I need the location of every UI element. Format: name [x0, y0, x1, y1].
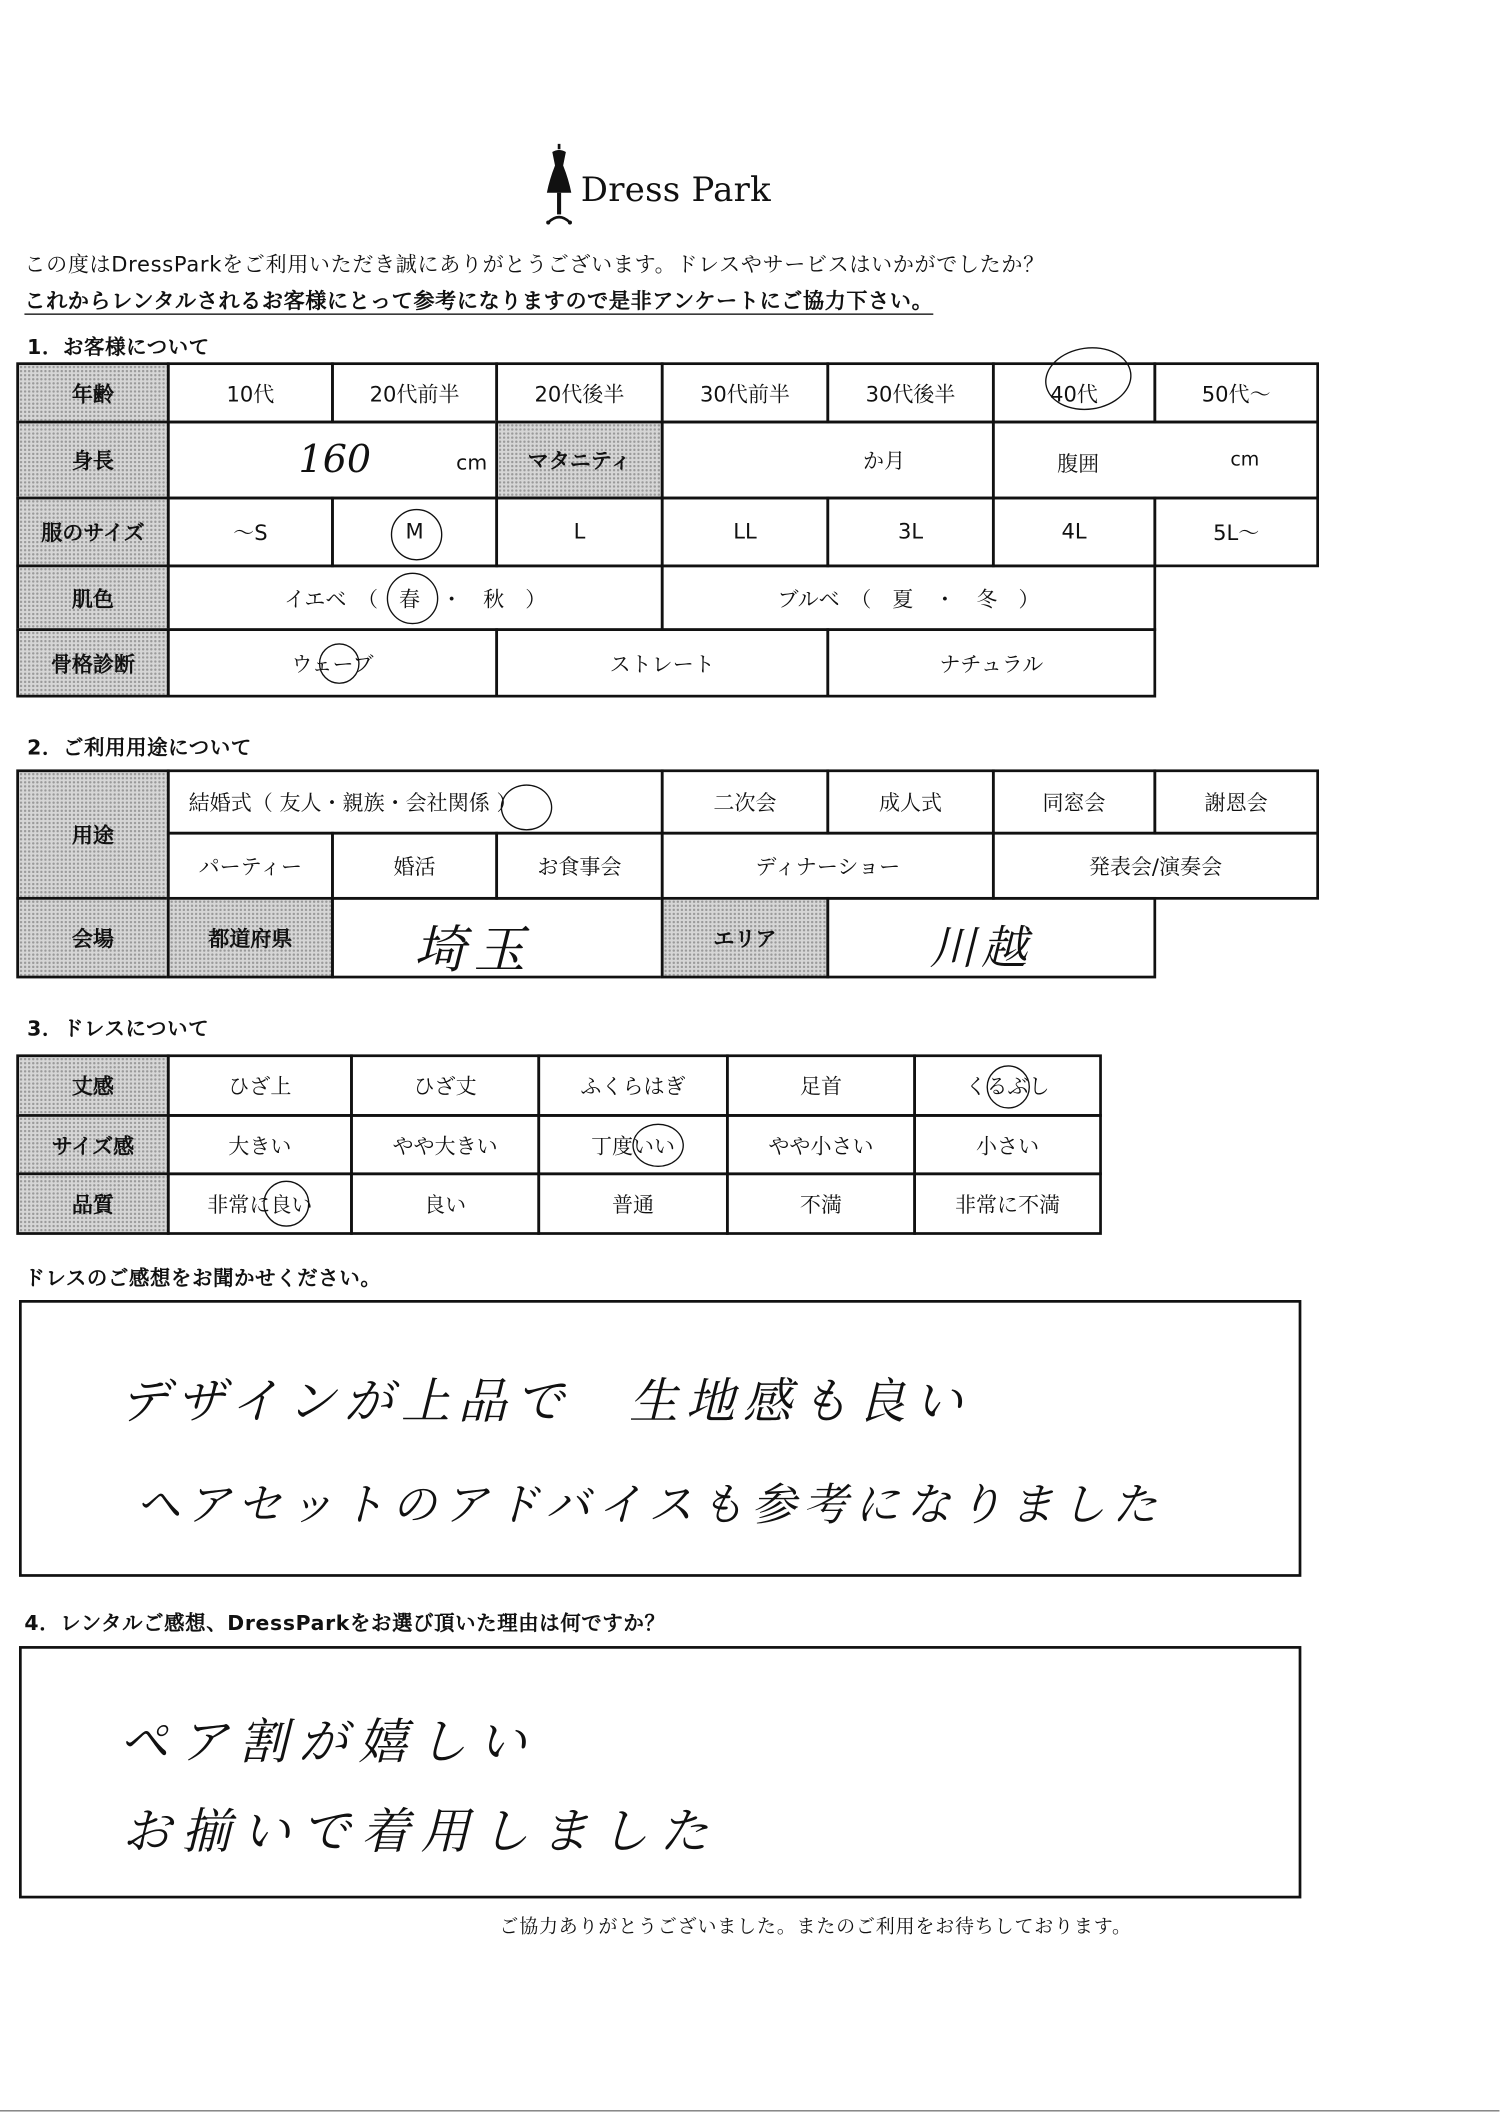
impressions-box[interactable] [19, 1300, 1301, 1577]
closing-message: ご協力ありがとうございました。またのご利用をお待ちしております。 [499, 1916, 1132, 1938]
selection-circle [391, 509, 443, 561]
prefecture-handwritten-value: 埼玉 [413, 920, 534, 980]
quality-option[interactable]: 非常に不満 [913, 1172, 1102, 1234]
reason-handwritten-line-2: お揃いで着用しました [122, 1804, 720, 1861]
intro-line-1: この度はDressParkをご利用いただき誠にありがとうございます。ドレスやサービスはいかがでしたか？ [24, 252, 1045, 277]
fit-option[interactable]: やや小さい [726, 1114, 916, 1175]
purpose-option[interactable]: ディナーショー [661, 832, 995, 900]
section3-title: 3．ドレスについて [27, 1016, 210, 1041]
size-option[interactable]: 4L [992, 497, 1156, 568]
quality-option[interactable]: 普通 [537, 1172, 728, 1234]
length-option[interactable]: ひざ上 [167, 1054, 353, 1116]
fit-option[interactable]: やや大きい [350, 1114, 540, 1175]
height-label: 身長 [16, 421, 169, 500]
maternity-field[interactable] [661, 421, 995, 500]
scan-edge-line [0, 2110, 1499, 2111]
waist-unit: cm [1230, 449, 1260, 471]
impressions-handwritten-line-2: ヘアセットのアドバイスも参考になりました [135, 1477, 1164, 1531]
purpose-option[interactable]: 婚活 [331, 832, 498, 900]
size-option[interactable]: 3L [826, 497, 994, 568]
section4-title: 4．レンタルご感想、DressParkをお選び頂いた理由は何ですか？ [24, 1610, 666, 1636]
quality-option[interactable]: 不満 [726, 1172, 916, 1234]
selection-circle [501, 784, 553, 830]
waist-field[interactable] [992, 421, 1319, 500]
fit-option[interactable]: 小さい [913, 1114, 1102, 1175]
size-option-selected[interactable]: M [331, 497, 498, 568]
frame-label: 骨格診断 [16, 628, 169, 697]
selection-circle [263, 1181, 309, 1227]
age-option[interactable]: 20代後半 [495, 362, 663, 423]
length-option[interactable]: 足首 [726, 1054, 916, 1116]
impressions-handwritten-line-1: デザインが上品で 生地感も良い [119, 1374, 971, 1431]
area-handwritten-value: 川越 [929, 921, 1033, 976]
length-label: 丈感 [16, 1054, 169, 1116]
purpose-option[interactable]: 二次会 [661, 769, 829, 834]
size-option[interactable]: L [495, 497, 663, 568]
dresspark-logo [540, 141, 771, 228]
maternity-unit: か月 [863, 449, 906, 474]
quality-option-selected[interactable]: 非常に良い [167, 1172, 353, 1234]
fit-option-selected[interactable]: 丁度いい [537, 1114, 728, 1175]
area-label: エリア [661, 897, 829, 978]
purpose-option[interactable]: 成人式 [826, 769, 994, 834]
blue-base-option[interactable]: ブルベ （ 夏 ・ 冬 ） [661, 565, 1156, 631]
age-option[interactable]: 20代前半 [331, 362, 498, 423]
waist-label: 腹囲 [1057, 451, 1100, 477]
selection-circle [987, 1065, 1030, 1108]
age-option[interactable]: 30代後半 [826, 362, 994, 423]
maternity-label: マタニティ [495, 421, 663, 500]
dress-form-icon [540, 141, 578, 228]
fit-option[interactable]: 大きい [167, 1114, 353, 1175]
height-handwritten-value: 160 [298, 436, 372, 482]
section1-title: 1．お客様について [27, 335, 210, 360]
brand-name: Dress Park [580, 169, 771, 209]
section2-title: 2．ご利用用途について [27, 735, 252, 760]
frame-option[interactable]: ストレート [495, 628, 829, 697]
age-option-selected[interactable]: 40代 [992, 362, 1156, 423]
selection-circle [319, 643, 360, 684]
size-option[interactable]: 〜S [167, 497, 334, 568]
quality-option[interactable]: 良い [350, 1172, 540, 1234]
age-label: 年齢 [16, 362, 169, 423]
age-option[interactable]: 50代〜 [1153, 362, 1319, 423]
height-unit: cm [456, 450, 488, 475]
wedding-option[interactable]: 結婚式（ 友人・親族・会社関係 ） [167, 769, 664, 834]
reason-handwritten-line-1: ペア割が嬉しい [119, 1715, 538, 1771]
intro-line-2: これからレンタルされるお客様にとって参考になりますので是非アンケートにご協力下さい。 [24, 289, 934, 314]
size-option[interactable]: 5L〜 [1153, 497, 1319, 568]
size-option[interactable]: LL [661, 497, 829, 568]
length-option[interactable]: ふくらはぎ [537, 1054, 728, 1116]
frame-option-selected[interactable]: ウェーブ [167, 628, 498, 697]
venue-label: 会場 [16, 897, 169, 978]
size-label: 服のサイズ [16, 497, 169, 568]
purpose-option[interactable]: 同窓会 [992, 769, 1156, 834]
purpose-label: 用途 [16, 769, 169, 899]
selection-circle [387, 573, 439, 625]
purpose-option[interactable]: お食事会 [495, 832, 663, 900]
age-option[interactable]: 10代 [167, 362, 334, 423]
impressions-prompt: ドレスのご感想をお聞かせください。 [24, 1266, 382, 1291]
purpose-option[interactable]: パーティー [167, 832, 334, 900]
skin-label: 肌色 [16, 565, 169, 631]
yellow-base-option[interactable]: イエベ （ 春 ・ 秋 ） [167, 565, 664, 631]
length-option[interactable]: ひざ丈 [350, 1054, 540, 1116]
prefecture-label: 都道府県 [167, 897, 334, 978]
fit-label: サイズ感 [16, 1114, 169, 1175]
purpose-option[interactable]: 謝恩会 [1153, 769, 1319, 834]
quality-label: 品質 [16, 1172, 169, 1234]
purpose-option[interactable]: 発表会/演奏会 [992, 832, 1319, 900]
frame-option[interactable]: ナチュラル [826, 628, 1156, 697]
age-option[interactable]: 30代前半 [661, 362, 829, 423]
length-option-selected[interactable]: くるぶし [913, 1054, 1102, 1116]
selection-circle [632, 1124, 684, 1167]
